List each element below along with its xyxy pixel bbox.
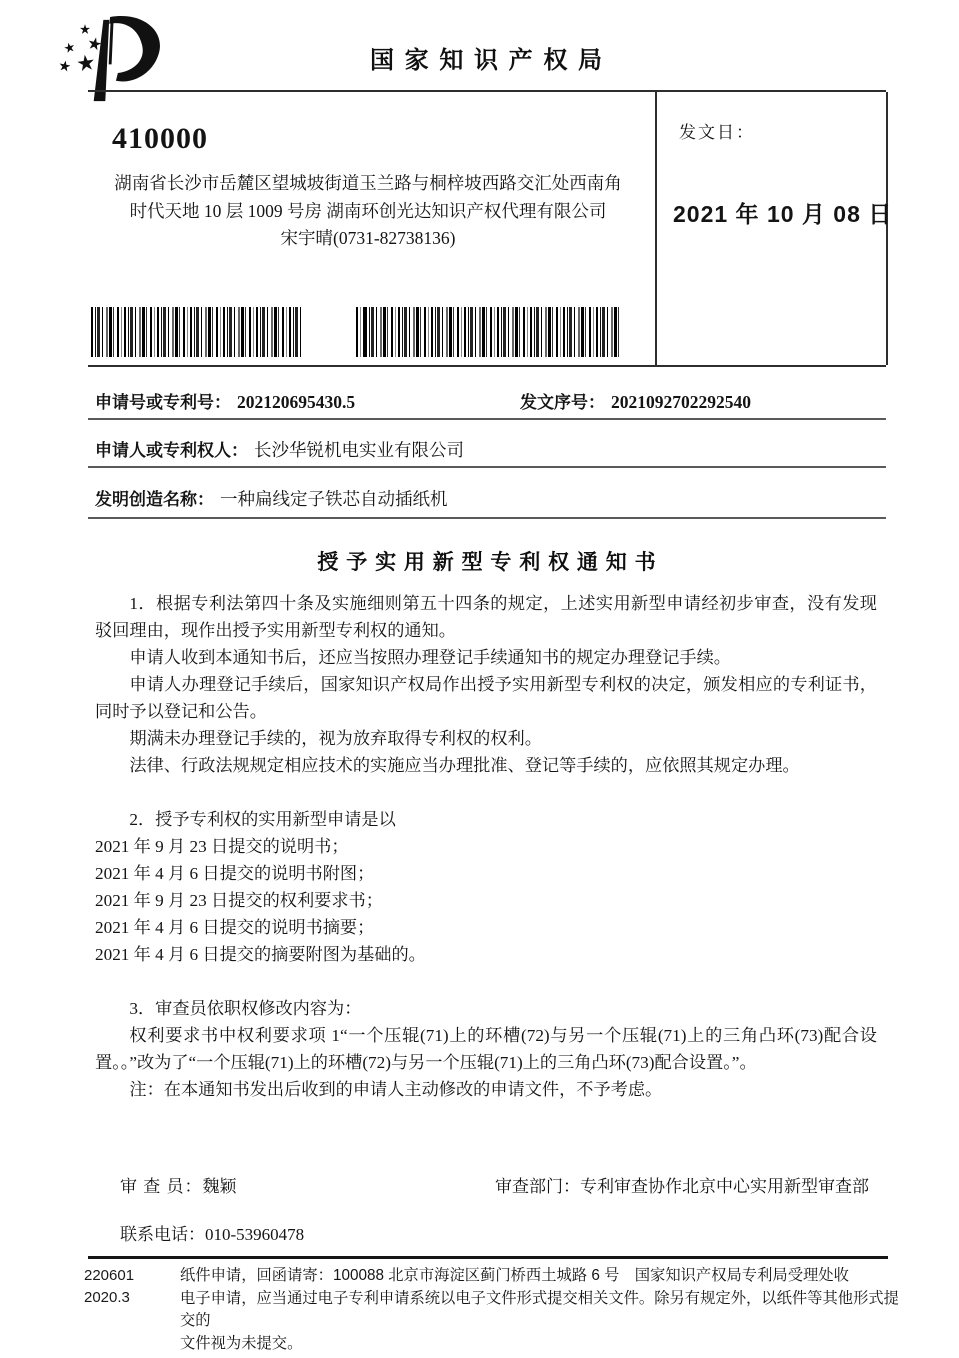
- footer-form-codes: [84, 1265, 134, 1309]
- footer-rule: [88, 1256, 888, 1259]
- notice-paragraph: 2．授予专利权的实用新型申请是以: [129, 810, 396, 829]
- contact-phone-value: 010-53960478: [205, 1225, 305, 1244]
- field-row-application-number: [95, 388, 878, 413]
- mid-rule: [88, 365, 886, 367]
- barcode-right: [356, 307, 622, 357]
- notice-filing-date-line: 2021 年 9 月 23 日提交的权利要求书；: [95, 891, 383, 910]
- examiner-name: 魏颖: [202, 1177, 237, 1196]
- dispatch-date-box: [655, 92, 893, 365]
- examiner-label: 审 查 员：: [120, 1177, 203, 1196]
- field-divider-2: [88, 466, 886, 468]
- notice-paragraph: 法律、行政法规规定相应技术的实施应当办理批准、登记等手续的，应依照其规定办理。: [129, 756, 800, 775]
- footer-note-line-2: 电子申请，应当通过电子专利申请系统以电子文件形式提交相关文件。除另有规定外，以纸件等其他形式提交的: [180, 1289, 899, 1329]
- examination-dept-name: 专利审查协作北京中心实用新型审查部: [580, 1177, 869, 1196]
- notice-title: 授 予 实 用 新 型 专 利 权 通 知 书: [317, 551, 657, 574]
- notice-paragraph: 1．根据专利法第四十条及实施细则第五十四条的规定，上述实用新型申请经初步审查，没有发现驳回理由，现作出授予实用新型专利权的通知。: [95, 594, 877, 640]
- contact-phone-label: 联系电话：: [120, 1225, 205, 1244]
- invention-title-value: 一种扁线定子铁芯自动插纸机: [220, 489, 448, 509]
- examination-dept-group: [495, 1172, 869, 1197]
- application-number-label: 申请号或专利号：: [95, 393, 231, 412]
- field-row-applicant: [95, 436, 878, 462]
- notice-body: [95, 590, 877, 1103]
- barcode-left: [91, 307, 301, 357]
- org-title: 国 家 知 识 产 权 局: [369, 47, 604, 74]
- footer-note: [180, 1265, 904, 1355]
- recipient-address-line-2: 时代天地 10 层 1009 号房 湖南环创光达知识产权代理有限公司: [129, 200, 607, 221]
- footer-form-code: 220601: [84, 1267, 135, 1284]
- recipient-address-line-1: 湖南省长沙市岳麓区望城坡街道玉兰路与桐梓坡西路交汇处西南角: [114, 173, 622, 193]
- recipient-contact: 宋宇晴(0731-82738136): [280, 228, 456, 248]
- field-divider-1: [88, 418, 886, 420]
- field-divider-3: [88, 517, 886, 519]
- footer-note-line-3: 文件视为未提交。: [180, 1334, 303, 1352]
- notice-filing-date-line: 2021 年 4 月 6 日提交的摘要附图为基础的。: [95, 945, 426, 964]
- applicant-label: 申请人或专利权人：: [95, 441, 248, 460]
- dispatch-date-label: 发文日：: [679, 123, 755, 142]
- dispatch-serial-label: 发文序号：: [520, 393, 605, 412]
- footer-note-line-1: 纸件申请，回函请寄：100088 北京市海淀区蓟门桥西土城路 6 号 国家知识产权局专利局受理处收: [180, 1267, 849, 1284]
- application-number-value: 202120695430.5: [237, 392, 356, 412]
- notice-paragraph: 注：在本通知书发出后收到的申请人主动修改的申请文件，不予考虑。: [129, 1080, 663, 1099]
- field-row-invention-title: [95, 485, 878, 511]
- postcode: 410000: [112, 122, 208, 155]
- notice-filing-date-line: 2021 年 4 月 6 日提交的说明书附图；: [95, 864, 375, 883]
- recipient-address: [92, 170, 644, 253]
- dispatch-date-value: 2021 年 10 月 08 日: [673, 201, 893, 227]
- applicant-value: 长沙华锐机电实业有限公司: [254, 440, 464, 460]
- invention-title-label: 发明创造名称：: [95, 490, 214, 509]
- examination-dept-label: 审查部门：: [495, 1177, 580, 1196]
- notice-filing-date-line: 2021 年 9 月 23 日提交的说明书；: [95, 837, 349, 856]
- notice-paragraph: 申请人收到本通知书后，还应当按照办理登记手续通知书的规定办理登记手续。: [129, 648, 731, 667]
- signoff-row: [120, 1172, 880, 1197]
- notice-paragraph: 申请人办理登记手续后，国家知识产权局作出授予实用新型专利权的决定，颁发相应的专利证书，同时予以登记和公告。: [95, 675, 877, 721]
- footer-form-version: 2020.3: [84, 1289, 130, 1306]
- notice-paragraph: 权利要求书中权利要求项 1“一个压辊(71)上的环槽(72)与另一个压辊(71)上的三角凸环(73)配合设置。。”改为了“一个压辊(71)上的环槽(72)与另一个压辊(71)上的三角凸环(73)配合设置。”。: [95, 1026, 877, 1072]
- notice-paragraph: 3．审查员依职权修改内容为：: [129, 999, 362, 1018]
- notice-filing-date-line: 2021 年 4 月 6 日提交的说明书摘要；: [95, 918, 375, 937]
- contact-phone-row: [120, 1220, 304, 1245]
- dispatch-serial-value: 2021092702292540: [611, 392, 751, 412]
- notice-paragraph: 期满未办理登记手续的，视为放弃取得专利权的权利。: [129, 729, 542, 748]
- dispatch-serial-group: [520, 388, 751, 413]
